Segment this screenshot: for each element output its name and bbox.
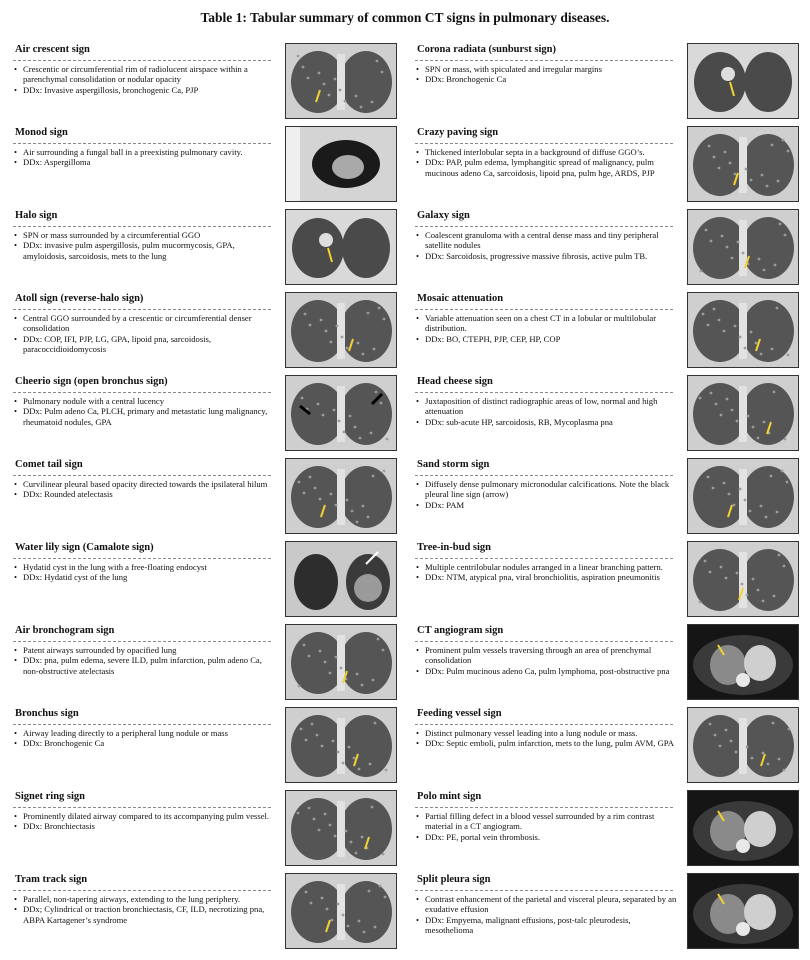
sign-name: Mosaic attenuation bbox=[417, 293, 504, 304]
ct-scan-image bbox=[285, 541, 397, 617]
sign-ddx: • DDx: Aspergilloma bbox=[13, 157, 275, 167]
sign-ddx: • DDx: Pulm adeno Ca, PLCH, primary and metastatic lung malignancy, rheumatoid nodules, GPA bbox=[13, 406, 275, 427]
sign-bullets bbox=[415, 313, 677, 344]
sign-name: Corona radiata (sunburst sign) bbox=[417, 44, 556, 55]
sign-ddx: • DDx: COP, IFI, PJP, LG, GPA, lipoid pna, sarcoidosis, paracoccidioidomycosis bbox=[13, 334, 275, 355]
sign-name: Air bronchogram sign bbox=[15, 625, 115, 636]
sign-bullets bbox=[13, 230, 275, 261]
sign-entry-head-cheese-sign bbox=[407, 372, 805, 455]
ct-scan-image bbox=[687, 43, 799, 119]
sign-description: • Curvilinear pleural based opacity directed towards the ipsilateral hilum bbox=[13, 479, 275, 489]
sign-entry-air-crescent-sign bbox=[5, 40, 403, 123]
ct-scan-image bbox=[285, 624, 397, 700]
sign-ddx: • DDx: PE, portal vein thrombosis. bbox=[415, 832, 677, 842]
ct-scan-image bbox=[687, 375, 799, 451]
sign-bullets bbox=[13, 313, 275, 355]
sign-ddx: • DDx: Pulm mucinous adeno Ca, pulm lymphoma, post-obstructive pna bbox=[415, 666, 677, 676]
sign-name: Air crescent sign bbox=[15, 44, 90, 55]
sign-name: Signet ring sign bbox=[15, 791, 86, 802]
sign-bullets bbox=[13, 728, 275, 749]
sign-description: • Variable attenuation seen on a chest CT in a lobular or multilobular distribution. bbox=[415, 313, 677, 334]
dashed-divider bbox=[415, 724, 673, 725]
ct-scan-image bbox=[285, 790, 397, 866]
left-column bbox=[5, 40, 403, 953]
sign-name: Comet tail sign bbox=[15, 459, 83, 470]
sign-ddx: • DDx: Bronchogenic Ca bbox=[415, 74, 677, 84]
sign-name: CT angiogram sign bbox=[417, 625, 504, 636]
dashed-divider bbox=[415, 226, 673, 227]
dashed-divider bbox=[13, 226, 271, 227]
sign-ddx: • DDx: Hydatid cyst of the lung bbox=[13, 572, 275, 582]
sign-entry-split-pleura-sign bbox=[407, 870, 805, 953]
ct-scan-image bbox=[285, 43, 397, 119]
sign-description: • Thickened interlobular septa in a background of diffuse GGO’s. bbox=[415, 147, 677, 157]
ct-scan-image bbox=[687, 458, 799, 534]
sign-bullets bbox=[13, 645, 275, 676]
ct-scan-image bbox=[687, 707, 799, 783]
sign-entry-polo-mint-sign bbox=[407, 787, 805, 870]
dashed-divider bbox=[13, 143, 271, 144]
sign-description: • SPN or mass surrounded by a circumferential GGO bbox=[13, 230, 275, 240]
dashed-divider bbox=[415, 392, 673, 393]
sign-ddx: • DDx: PAP, pulm edema, lymphangitic spread of malignancy, pulm mucinous adeno Ca, sarcoidosis, lipoid pna, pulm hge, ARDS, PJP bbox=[415, 157, 677, 178]
ct-scan-image bbox=[285, 375, 397, 451]
sign-name: Polo mint sign bbox=[417, 791, 482, 802]
sign-bullets bbox=[13, 562, 275, 583]
sign-bullets bbox=[415, 64, 677, 85]
sign-name: Halo sign bbox=[15, 210, 58, 221]
sign-name: Sand storm sign bbox=[417, 459, 490, 470]
right-column bbox=[407, 40, 805, 953]
sign-ddx: • DDx: NTM, atypical pna, viral bronchiolitis, aspiration pneumonitis bbox=[415, 572, 677, 582]
sign-ddx: • DDx: Sarcoidosis, progressive massive fibrosis, active pulm TB. bbox=[415, 251, 677, 261]
sign-name: Monod sign bbox=[15, 127, 68, 138]
ct-scan-image bbox=[687, 541, 799, 617]
dashed-divider bbox=[415, 309, 673, 310]
sign-description: • Partial filling defect in a blood vessel surrounded by a rim contrast material in a CT angiogram. bbox=[415, 811, 677, 832]
sign-ddx: • DDx: Invasive aspergillosis, bronchogenic Ca, PJP bbox=[13, 85, 275, 95]
dashed-divider bbox=[13, 807, 271, 808]
sign-description: • SPN or mass, with spiculated and irregular margins bbox=[415, 64, 677, 74]
sign-description: • Coalescent granuloma with a central dense mass and tiny peripheral satellite nodules bbox=[415, 230, 677, 251]
sign-bullets bbox=[415, 728, 677, 749]
sign-description: • Juxtaposition of distinct radiographic areas of low, normal and high attenuation bbox=[415, 396, 677, 417]
sign-bullets bbox=[415, 645, 677, 676]
dashed-divider bbox=[13, 641, 271, 642]
dashed-divider bbox=[415, 143, 673, 144]
sign-entry-feeding-vessel-sign bbox=[407, 704, 805, 787]
sign-ddx: • DDx: Bronchiectasis bbox=[13, 821, 275, 831]
dashed-divider bbox=[415, 558, 673, 559]
sign-name: Cheerio sign (open bronchus sign) bbox=[15, 376, 168, 387]
ct-scan-image bbox=[687, 209, 799, 285]
sign-ddx: • DDx: pna, pulm edema, severe ILD, pulm infarction, pulm adeno Ca, non-obstructive atelectasis bbox=[13, 655, 275, 676]
sign-bullets bbox=[415, 230, 677, 261]
sign-bullets bbox=[415, 894, 677, 936]
sign-name: Water lily sign (Camalote sign) bbox=[15, 542, 154, 553]
sign-description: • Airway leading directly to a peripheral lung nodule or mass bbox=[13, 728, 275, 738]
sign-name: Tram track sign bbox=[15, 874, 88, 885]
sign-ddx: • DDx: PAM bbox=[415, 500, 677, 510]
table-title: Table 1: Tabular summary of common CT signs in pulmonary diseases. bbox=[200, 10, 610, 25]
sign-bullets bbox=[13, 64, 275, 95]
sign-entry-halo-sign bbox=[5, 206, 403, 289]
dashed-divider bbox=[415, 890, 673, 891]
sign-bullets bbox=[13, 479, 275, 500]
sign-bullets bbox=[415, 479, 677, 510]
sign-description: • Crescentic or circumferential rim of radiolucent airspace within a parenchymal consolidation or nodular opacity bbox=[13, 64, 275, 85]
sign-ddx: • DDx; Cylindrical or traction bronchiectasis, CF, ILD, necrotizing pna, ABPA Kartagener’s syndrome bbox=[13, 904, 275, 925]
dashed-divider bbox=[13, 60, 271, 61]
sign-bullets bbox=[415, 562, 677, 583]
sign-entry-cheerio-sign-open-bronchus-sign bbox=[5, 372, 403, 455]
sign-description: • Air surrounding a fungal ball in a preexisting pulmonary cavity. bbox=[13, 147, 275, 157]
sign-entry-bronchus-sign bbox=[5, 704, 403, 787]
sign-name: Head cheese sign bbox=[417, 376, 493, 387]
sign-name: Crazy paving sign bbox=[417, 127, 499, 138]
sign-entry-signet-ring-sign bbox=[5, 787, 403, 870]
sign-entry-atoll-sign-reverse-halo-sign bbox=[5, 289, 403, 372]
dashed-divider bbox=[13, 890, 271, 891]
sign-ddx: • DDx: BO, CTEPH, PJP, CEP, HP, COP bbox=[415, 334, 677, 344]
dashed-divider bbox=[13, 392, 271, 393]
sign-description: • Distinct pulmonary vessel leading into a lung nodule or mass. bbox=[415, 728, 677, 738]
sign-entry-monod-sign bbox=[5, 123, 403, 206]
ct-scan-image bbox=[285, 458, 397, 534]
dashed-divider bbox=[415, 807, 673, 808]
ct-scan-image bbox=[687, 624, 799, 700]
dashed-divider bbox=[13, 558, 271, 559]
ct-scan-image bbox=[285, 292, 397, 368]
sign-entry-mosaic-attenuation bbox=[407, 289, 805, 372]
sign-description: • Prominent pulm vessels traversing through an area of prenchymal consolidation bbox=[415, 645, 677, 666]
sign-description: • Hydatid cyst in the lung with a free-floating endocyst bbox=[13, 562, 275, 572]
ct-scan-image bbox=[285, 707, 397, 783]
sign-bullets bbox=[13, 147, 275, 168]
ct-scan-image bbox=[285, 873, 397, 949]
sign-entry-sand-storm-sign bbox=[407, 455, 805, 538]
dashed-divider bbox=[415, 641, 673, 642]
dashed-divider bbox=[415, 475, 673, 476]
dashed-divider bbox=[13, 475, 271, 476]
sign-entry-tree-in-bud-sign bbox=[407, 538, 805, 621]
sign-bullets bbox=[13, 396, 275, 427]
sign-entry-ct-angiogram-sign bbox=[407, 621, 805, 704]
sign-name: Feeding vessel sign bbox=[417, 708, 502, 719]
sign-bullets bbox=[415, 396, 677, 427]
sign-bullets bbox=[415, 811, 677, 842]
sign-ddx: • DDx: invasive pulm aspergillosis, pulm mucormycosis, GPA, amyloidosis, sarcoidosis, mets to the lung bbox=[13, 240, 275, 261]
sign-entry-comet-tail-sign bbox=[5, 455, 403, 538]
sign-bullets bbox=[415, 147, 677, 178]
sign-name: Galaxy sign bbox=[417, 210, 470, 221]
sign-description: • Multiple centrilobular nodules arranged in a linear branching pattern. bbox=[415, 562, 677, 572]
sign-bullets bbox=[13, 894, 275, 925]
sign-ddx: • DDx: Bronchogenic Ca bbox=[13, 738, 275, 748]
sign-description: • Prominently dilated airway compared to its accompanying pulm vessel. bbox=[13, 811, 275, 821]
sign-ddx: • DDx: Septic emboli, pulm infarction, mets to the lung, pulm AVM, GPA bbox=[415, 738, 677, 748]
sign-description: • Contrast enhancement of the parietal and visceral pleura, separated by an exudative effusion bbox=[415, 894, 677, 915]
sign-entry-tram-track-sign bbox=[5, 870, 403, 953]
sign-entry-corona-radiata-sunburst-sign bbox=[407, 40, 805, 123]
sign-name: Bronchus sign bbox=[15, 708, 79, 719]
ct-scan-image bbox=[285, 209, 397, 285]
dashed-divider bbox=[13, 724, 271, 725]
sign-entry-air-bronchogram-sign bbox=[5, 621, 403, 704]
sign-bullets bbox=[13, 811, 275, 832]
sign-description: • Patent airways surrounded by opacified lung bbox=[13, 645, 275, 655]
sign-entry-crazy-paving-sign bbox=[407, 123, 805, 206]
ct-scan-image bbox=[687, 292, 799, 368]
ct-scan-image bbox=[687, 126, 799, 202]
sign-name: Split pleura sign bbox=[417, 874, 491, 885]
sign-description: • Pulmonary nodule with a central lucency bbox=[13, 396, 275, 406]
sign-name: Tree-in-bud sign bbox=[417, 542, 492, 553]
sign-ddx: • DDx: Empyema, malignant effusions, post-talc pleurodesis, mesothelioma bbox=[415, 915, 677, 936]
ct-scan-image bbox=[687, 873, 799, 949]
dashed-divider bbox=[415, 60, 673, 61]
ct-scan-image bbox=[285, 126, 397, 202]
sign-description: • Parallel, non-tapering airways, extending to the lung periphery. bbox=[13, 894, 275, 904]
sign-description: • Central GGO surrounded by a crescentic or circumferential denser consolidation bbox=[13, 313, 275, 334]
sign-ddx: • DDx: Rounded atelectasis bbox=[13, 489, 275, 499]
sign-entry-galaxy-sign bbox=[407, 206, 805, 289]
dashed-divider bbox=[13, 309, 271, 310]
sign-description: • Diffusely dense pulmonary micronodular calcifications. Note the black pleural line sign (arrow) bbox=[415, 479, 677, 500]
ct-scan-image bbox=[687, 790, 799, 866]
sign-entry-water-lily-sign-camalote-sign bbox=[5, 538, 403, 621]
sign-name: Atoll sign (reverse-halo sign) bbox=[15, 293, 144, 304]
sign-ddx: • DDx: sub-acute HP, sarcoidosis, RB, Mycoplasma pna bbox=[415, 417, 677, 427]
